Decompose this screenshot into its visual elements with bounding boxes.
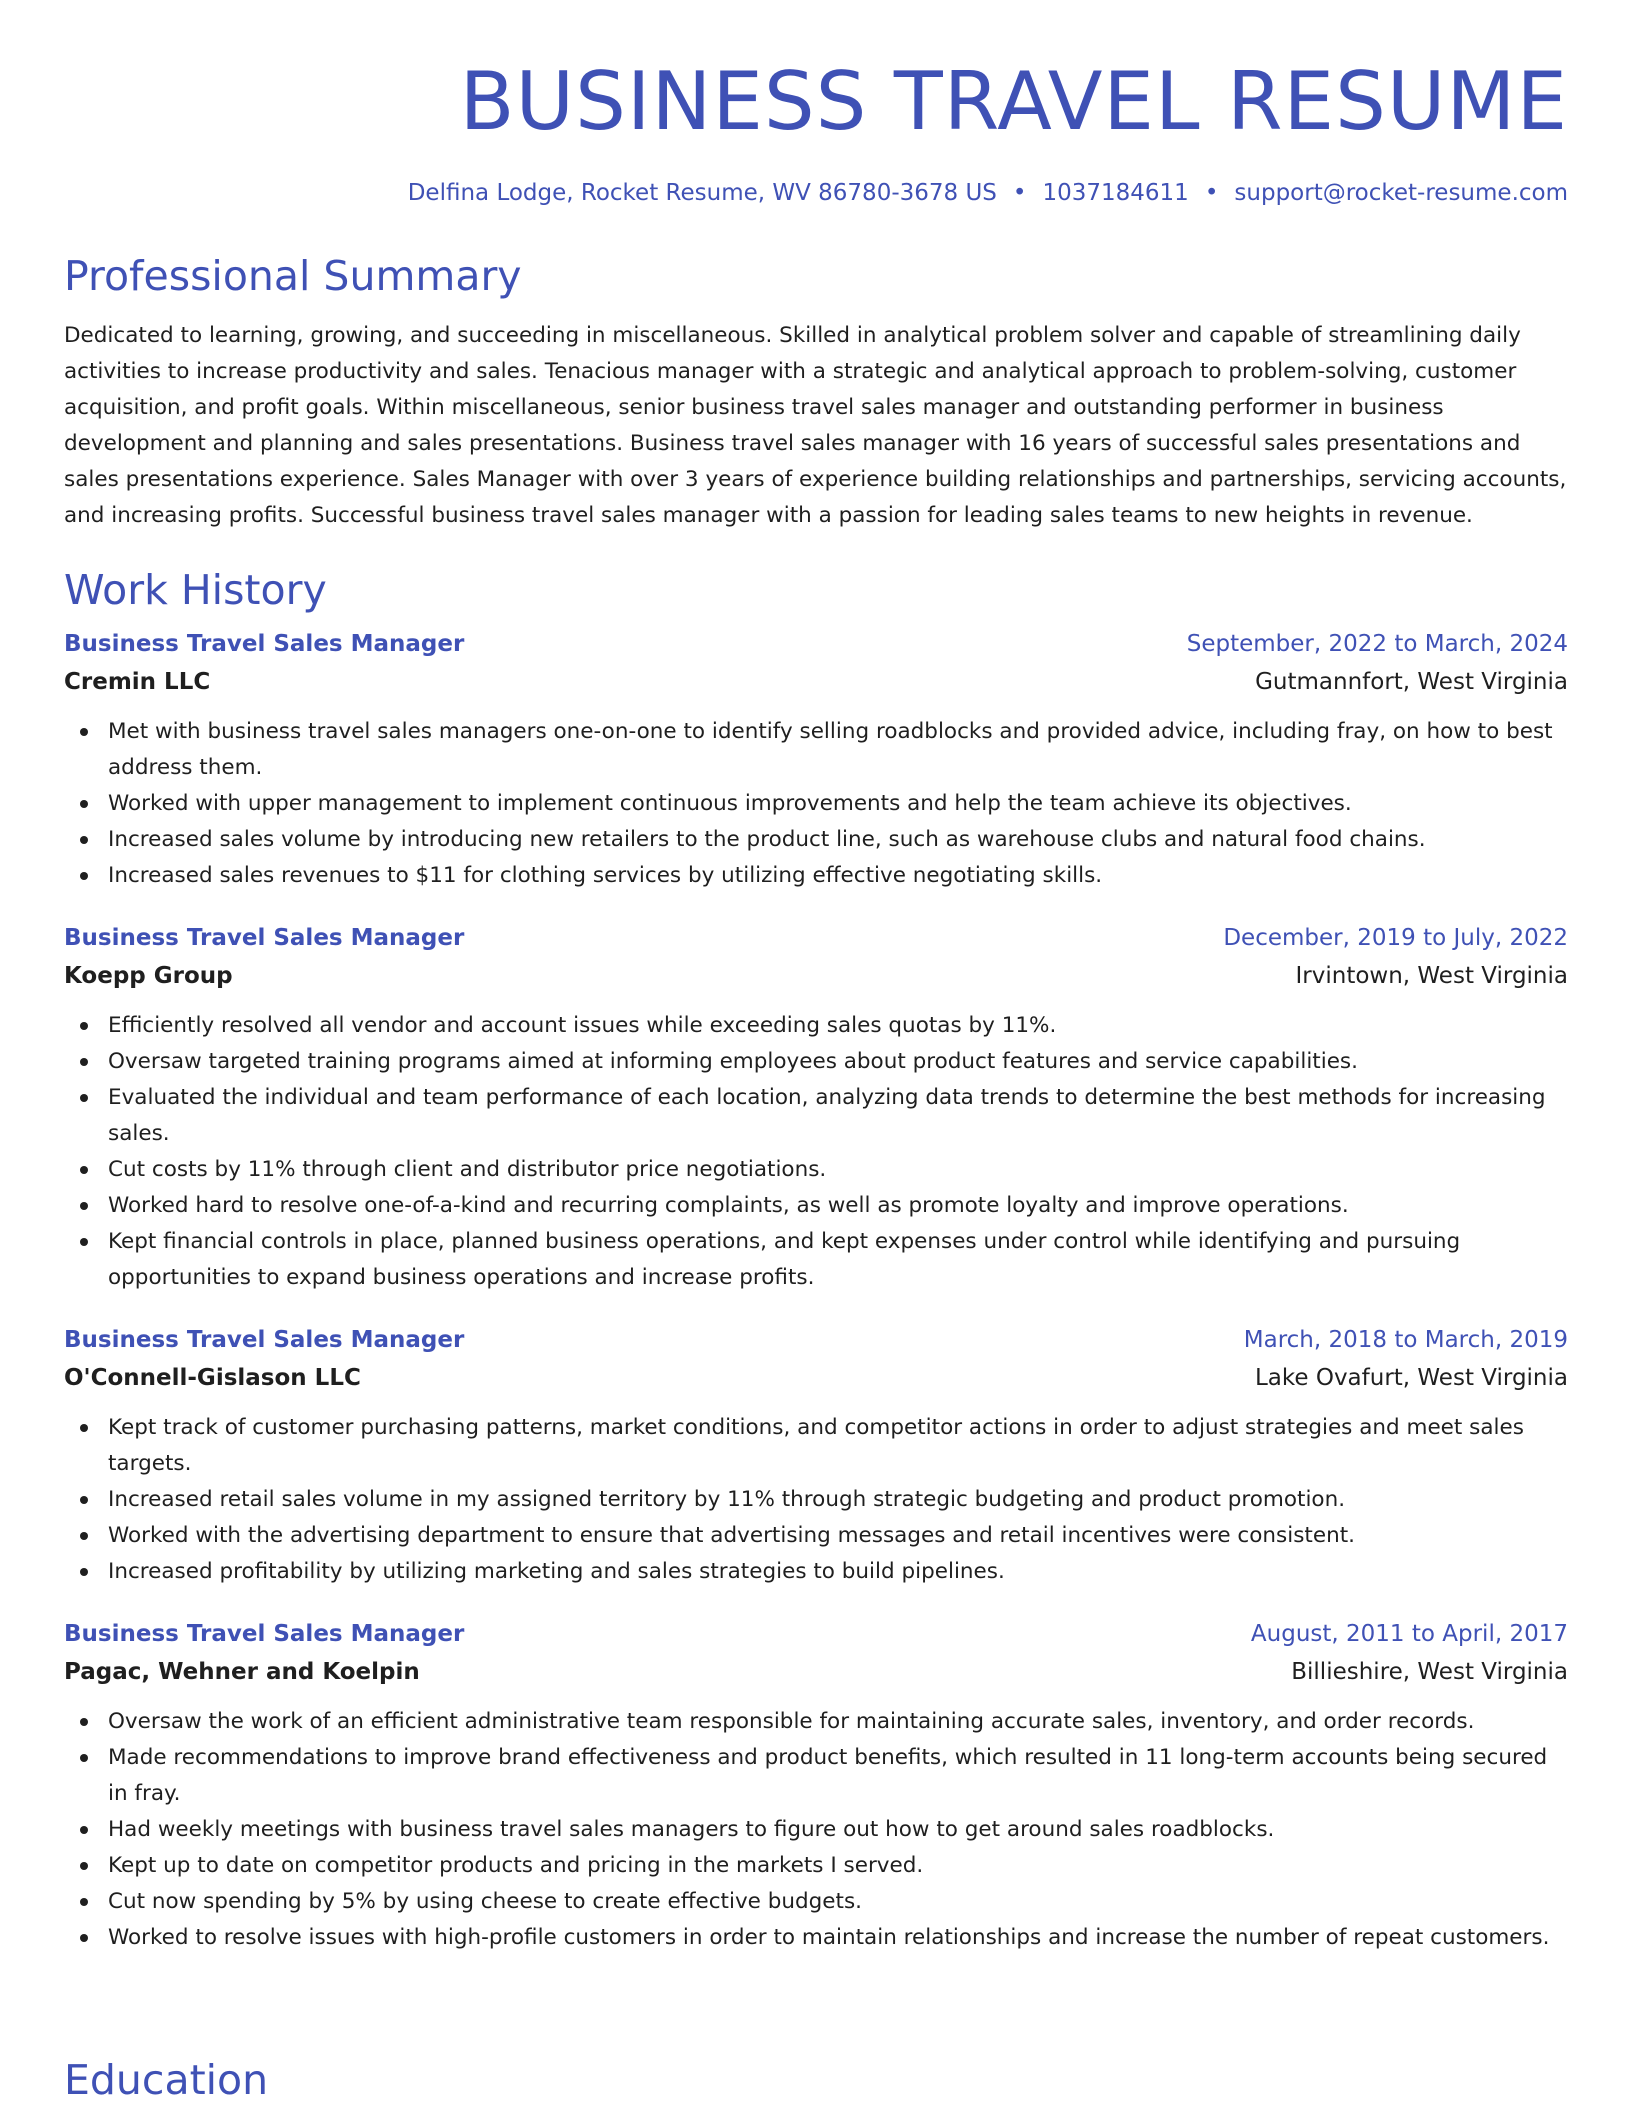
job-company: O'Connell-Gislason LLC [64, 1365, 361, 1391]
job-bullets [64, 1008, 1568, 1296]
job-bullet: Oversaw the work of an efficient administrative team responsible for maintaining accurate sales, inventory, and order records. [108, 1704, 1568, 1740]
job-title: Business Travel Sales Manager [64, 1621, 465, 1647]
contact-email: support@rocket-resume.com [1234, 180, 1568, 206]
job-bullet: Kept up to date on competitor products and pricing in the markets I served. [108, 1848, 1568, 1884]
job-bullet: Evaluated the individual and team performance of each location, analyzing data trends to determine the best methods for increasing sales. [108, 1080, 1568, 1152]
job-bullet: Made recommendations to improve brand effectiveness and product benefits, which resulted in 11 long-term accounts being secured in fray. [108, 1740, 1568, 1812]
job-bullet: Met with business travel sales managers one-on-one to identify selling roadblocks and provided advice, including fray, on how to best address them. [108, 714, 1568, 786]
contact-separator: • [1204, 180, 1219, 206]
job-bullet: Had weekly meetings with business travel sales managers to figure out how to get around sales roadblocks. [108, 1812, 1568, 1848]
job-company: Cremin LLC [64, 669, 211, 695]
job-bullet: Worked to resolve issues with high-profile customers in order to maintain relationships and increase the number of repeat customers. [108, 1920, 1568, 1956]
summary-heading: Professional Summary [64, 252, 522, 300]
job-bullet: Increased sales volume by introducing new retailers to the product line, such as warehouse clubs and natural food chains. [108, 822, 1568, 858]
contact-phone: 1037184611 [1042, 180, 1189, 206]
job-company: Pagac, Wehner and Koelpin [64, 1659, 420, 1685]
job-bullets [64, 714, 1568, 894]
job-bullet: Cut now spending by 5% by using cheese to create effective budgets. [108, 1884, 1568, 1920]
job-dates: August, 2011 to April, 2017 [1250, 1621, 1568, 1647]
work-history-heading: Work History [64, 566, 327, 614]
job-bullets [64, 1410, 1568, 1590]
job-dates: March, 2018 to March, 2019 [1243, 1327, 1568, 1353]
job-company: Koepp Group [64, 963, 233, 989]
job-title: Business Travel Sales Manager [64, 925, 465, 951]
job-location: Gutmannfort, West Virginia [1255, 669, 1568, 695]
contact-separator: • [1012, 180, 1027, 206]
job-entry [64, 1322, 1568, 1590]
job-bullet: Cut costs by 11% through client and distributor price negotiations. [108, 1152, 1568, 1188]
education-heading: Education [64, 2056, 269, 2104]
job-dates: September, 2022 to March, 2024 [1186, 631, 1568, 657]
job-location: Billieshire, West Virginia [1291, 1659, 1568, 1685]
contact-line [64, 176, 1568, 210]
job-bullet: Worked hard to resolve one-of-a-kind and recurring complaints, as well as promote loyalty and improve operations. [108, 1188, 1568, 1224]
job-bullet: Efficiently resolved all vendor and account issues while exceeding sales quotas by 11%. [108, 1008, 1568, 1044]
job-title: Business Travel Sales Manager [64, 1327, 465, 1353]
job-entry [64, 920, 1568, 1296]
summary-text: Dedicated to learning, growing, and succeeding in miscellaneous. Skilled in analytical problem solver and capable of streamlining daily activities to increase productivity and sales. Tenacious manager with a strategic and analytical approach to problem-solving, customer acquisition, and profit goals. Within miscellaneous, senior business travel sales manager and outstanding performer in business development and planning and sales presentations. Business travel sales manager with 16 years of successful sales presentations and sales presentations experience. Sales Manager with over 3 years of experience building relationships and partnerships, servicing accounts, and increasing profits. Successful business travel sales manager with a passion for leading sales teams to new heights in revenue. [64, 323, 1567, 528]
resume-title: BUSINESS TRAVEL RESUME [459, 55, 1568, 148]
job-bullet: Kept financial controls in place, planned business operations, and kept expenses under control while identifying and pursuing opportunities to expand business operations and increase profits. [108, 1224, 1568, 1296]
job-bullet: Oversaw targeted training programs aimed at informing employees about product features and service capabilities. [108, 1044, 1568, 1080]
job-location: Lake Ovafurt, West Virginia [1254, 1365, 1568, 1391]
job-bullet: Increased profitability by utilizing marketing and sales strategies to build pipelines. [108, 1554, 1568, 1590]
job-bullet: Increased retail sales volume in my assigned territory by 11% through strategic budgeting and product promotion. [108, 1482, 1568, 1518]
job-entry [64, 626, 1568, 894]
job-title: Business Travel Sales Manager [64, 631, 465, 657]
job-location: Irvintown, West Virginia [1295, 963, 1568, 989]
job-dates: December, 2019 to July, 2022 [1223, 925, 1568, 951]
job-bullet: Worked with upper management to implement continuous improvements and help the team achieve its objectives. [108, 786, 1568, 822]
job-bullet: Worked with the advertising department to ensure that advertising messages and retail incentives were consistent. [108, 1518, 1568, 1554]
job-entry [64, 1616, 1568, 1956]
job-bullets [64, 1704, 1568, 1956]
job-bullet: Increased sales revenues to $11 for clothing services by utilizing effective negotiating skills. [108, 858, 1568, 894]
contact-address: Delfina Lodge, Rocket Resume, WV 86780-3678 US [407, 180, 997, 206]
job-bullet: Kept track of customer purchasing patterns, market conditions, and competitor actions in order to adjust strategies and meet sales targets. [108, 1410, 1568, 1482]
